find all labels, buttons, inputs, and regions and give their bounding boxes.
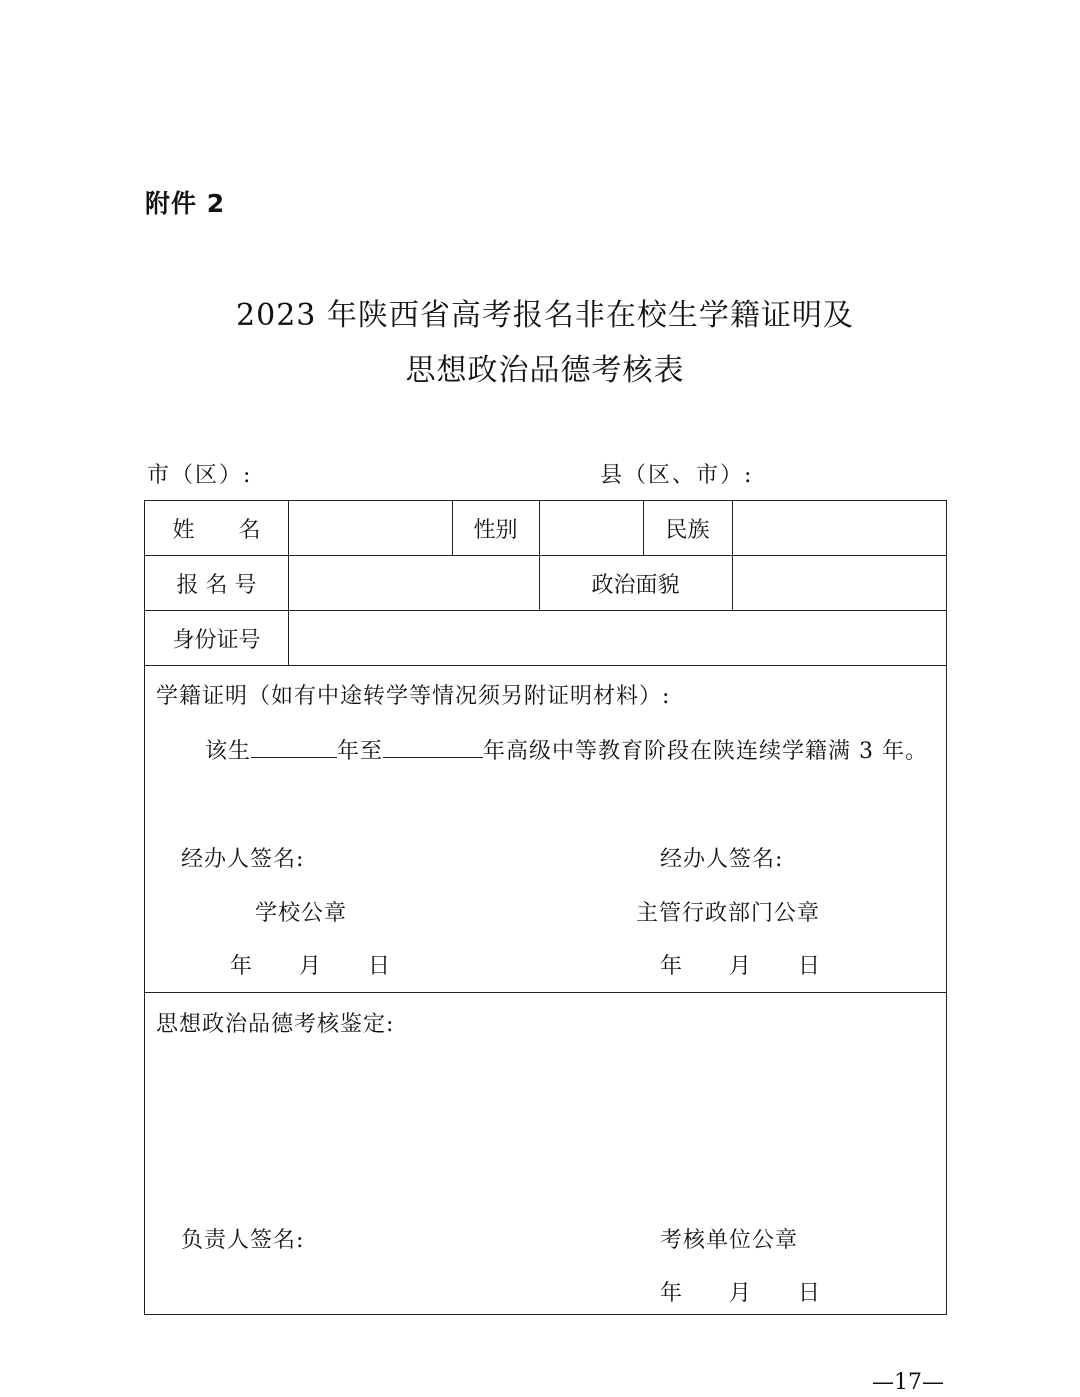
form-title-line1: 2023 年陕西省高考报名非在校生学籍证明及 <box>236 298 854 333</box>
name-label: 姓 名 <box>172 517 261 543</box>
id-number-input-cell[interactable] <box>289 611 946 665</box>
admin-handler-signature-label: 经办人签名: <box>660 847 784 872</box>
county-field-label: 县（区、市）: <box>600 463 754 488</box>
statement-part1: 该生 <box>205 739 252 764</box>
row-divider <box>145 665 946 666</box>
admin-date-label: 年 月 日 <box>660 954 822 979</box>
attachment-label: 附件 2 <box>145 189 226 218</box>
assessment-date-label: 年 月 日 <box>660 1281 822 1306</box>
moral-assessment-heading: 思想政治品德考核鉴定: <box>156 1012 395 1037</box>
school-seal-label: 学校公章 <box>255 901 348 926</box>
page-number: —17— <box>872 1370 944 1395</box>
responsible-person-signature-label: 负责人签名: <box>181 1228 305 1253</box>
admin-department-seal-label: 主管行政部门公章 <box>636 901 821 926</box>
statement-part2: 年至 <box>337 739 384 764</box>
ethnicity-label: 民族 <box>665 517 710 543</box>
assessment-unit-seal-label: 考核单位公章 <box>660 1228 799 1253</box>
registration-number-label: 报 名 号 <box>176 572 257 598</box>
name-input-cell[interactable] <box>289 501 452 555</box>
student-status-heading: 学籍证明（如有中途转学等情况须另附证明材料）: <box>156 684 671 709</box>
statement-part3: 年高级中等教育阶段在陕连续学籍满 3 年。 <box>483 739 929 764</box>
registration-number-input-cell[interactable] <box>289 556 539 610</box>
city-field-label: 市（区）: <box>147 463 253 488</box>
form-title-line2: 思想政治品德考核表 <box>405 353 685 388</box>
political-status-input-cell[interactable] <box>733 556 946 610</box>
student-status-statement <box>205 733 928 765</box>
row-divider <box>145 992 946 993</box>
political-status-label: 政治面貌 <box>591 572 680 598</box>
school-handler-signature-label: 经办人签名: <box>181 847 305 872</box>
end-year-blank[interactable] <box>383 733 483 758</box>
id-number-label: 身份证号 <box>172 627 261 653</box>
gender-label: 性别 <box>473 517 518 543</box>
start-year-blank[interactable] <box>251 733 337 758</box>
ethnicity-input-cell[interactable] <box>733 501 946 555</box>
gender-input-cell[interactable] <box>540 501 643 555</box>
school-date-label: 年 月 日 <box>230 954 392 979</box>
assessment-form-table <box>144 500 947 1315</box>
